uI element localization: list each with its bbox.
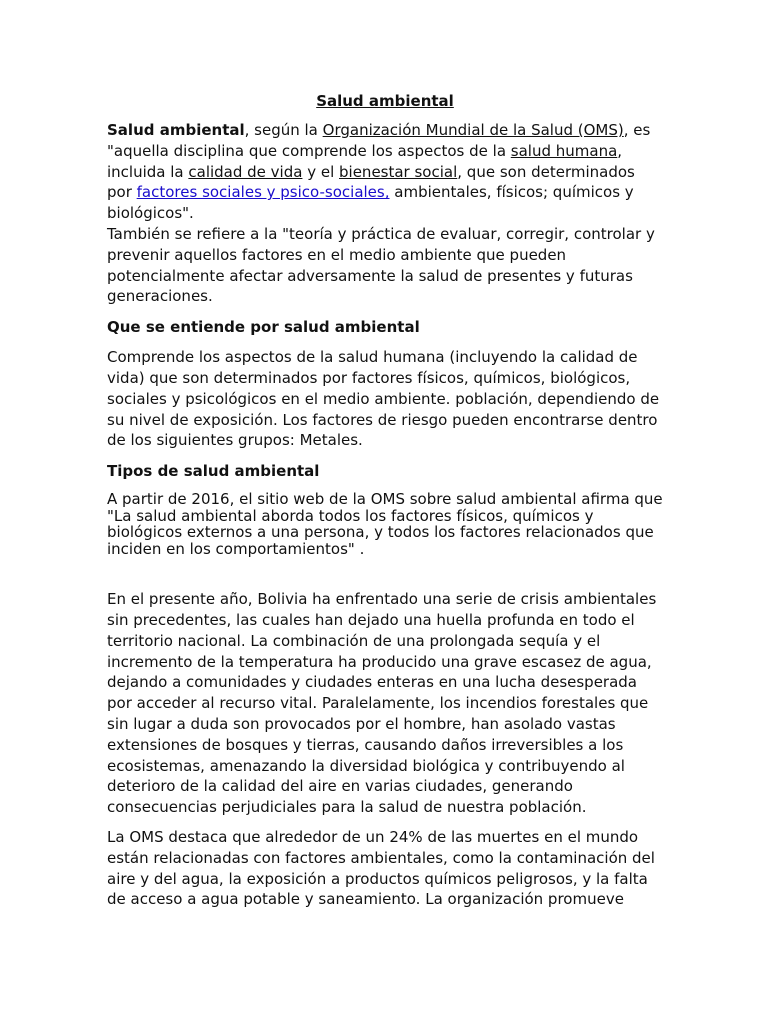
section-heading-definition: Que se entiende por salud ambiental [107, 318, 420, 337]
document-page [107, 90, 663, 910]
link-bienestar-social[interactable]: bienestar social [339, 162, 458, 181]
definition-paragraph: Comprende los aspectos de la salud humana (incluyendo la calidad de vida) que son determinados por factores físicos, químicos, biológicos, sociales y psicológicos en el medio ambiente. población, dependiendo de su nivel de exposición. Los factores de riesgo pueden encontrarse dentro de los siguientes grupos: Metales. [107, 348, 660, 450]
oms-paragraph: La OMS destaca que alrededor de un 24% de las muertes en el mundo están relacionadas con factores ambientales, como la contaminación del aire y del agua, la exposición a productos químicos peligrosos, y la falta de acceso a agua potable y saneamiento. La organización promueve [107, 827, 655, 909]
bolivia-paragraph: En el presente año, Bolivia ha enfrentado una serie de crisis ambientales sin precedentes, las cuales han dejado una huella profunda en todo el territorio nacional. La combinación de una prolongada sequía y el incremento de la temperatura ha producido una grave escasez de agua, dejando a comunidades y ciudades enteras en una lucha desesperada por acceder al recurso vital. Paralelamente, los incendios forestales que sin lugar a duda son provocados por el hombre, han asolado vastas extensiones de bosques y tierras, causando daños irreversibles a los ecosistemas, amenazando la diversidad biológica y contribuyendo al deterioro de la calidad del aire en varias ciudades, generando consecuencias perjudiciales para la salud de nuestra población. [107, 590, 657, 817]
intro-paragraph [107, 120, 663, 307]
intro-text-3: , incluida la [107, 141, 623, 181]
intro-text-5: , que son determinados por [107, 162, 635, 202]
intro-text-2: , es "aquella disciplina que comprende los aspectos de la [107, 121, 651, 160]
link-calidad-de-vida[interactable]: calidad de vida [188, 162, 303, 181]
document-title: Salud ambiental [316, 92, 454, 110]
section-heading-types: Tipos de salud ambiental [107, 462, 320, 481]
intro-text-1: , según la [244, 121, 323, 139]
types-paragraph: A partir de 2016, el sitio web de la OMS sobre salud ambiental afirma que "La salud ambiental aborda todos los factores físicos, químicos y biológicos externos a una persona, y todos los factores relacionados que inciden en los comportamientos" . [107, 490, 663, 558]
intro-text-4: y el [302, 162, 340, 181]
link-oms[interactable]: Organización Mundial de la Salud (OMS) [322, 121, 624, 139]
link-factores-sociales[interactable]: factores sociales y psico-sociales, [136, 183, 390, 202]
link-salud-humana[interactable]: salud humana [510, 141, 618, 160]
term-salud-ambiental: Salud ambiental [107, 121, 245, 139]
intro-text-7: También se refiere a la "teoría y práctica de evaluar, corregir, controlar y prevenir aquellos factores en el medio ambiente que pueden potencialmente afectar adversamente la salud de presentes y futuras generaciones. [107, 224, 655, 306]
intro-text-6: ambientales, físicos; químicos y biológicos". [107, 183, 634, 223]
